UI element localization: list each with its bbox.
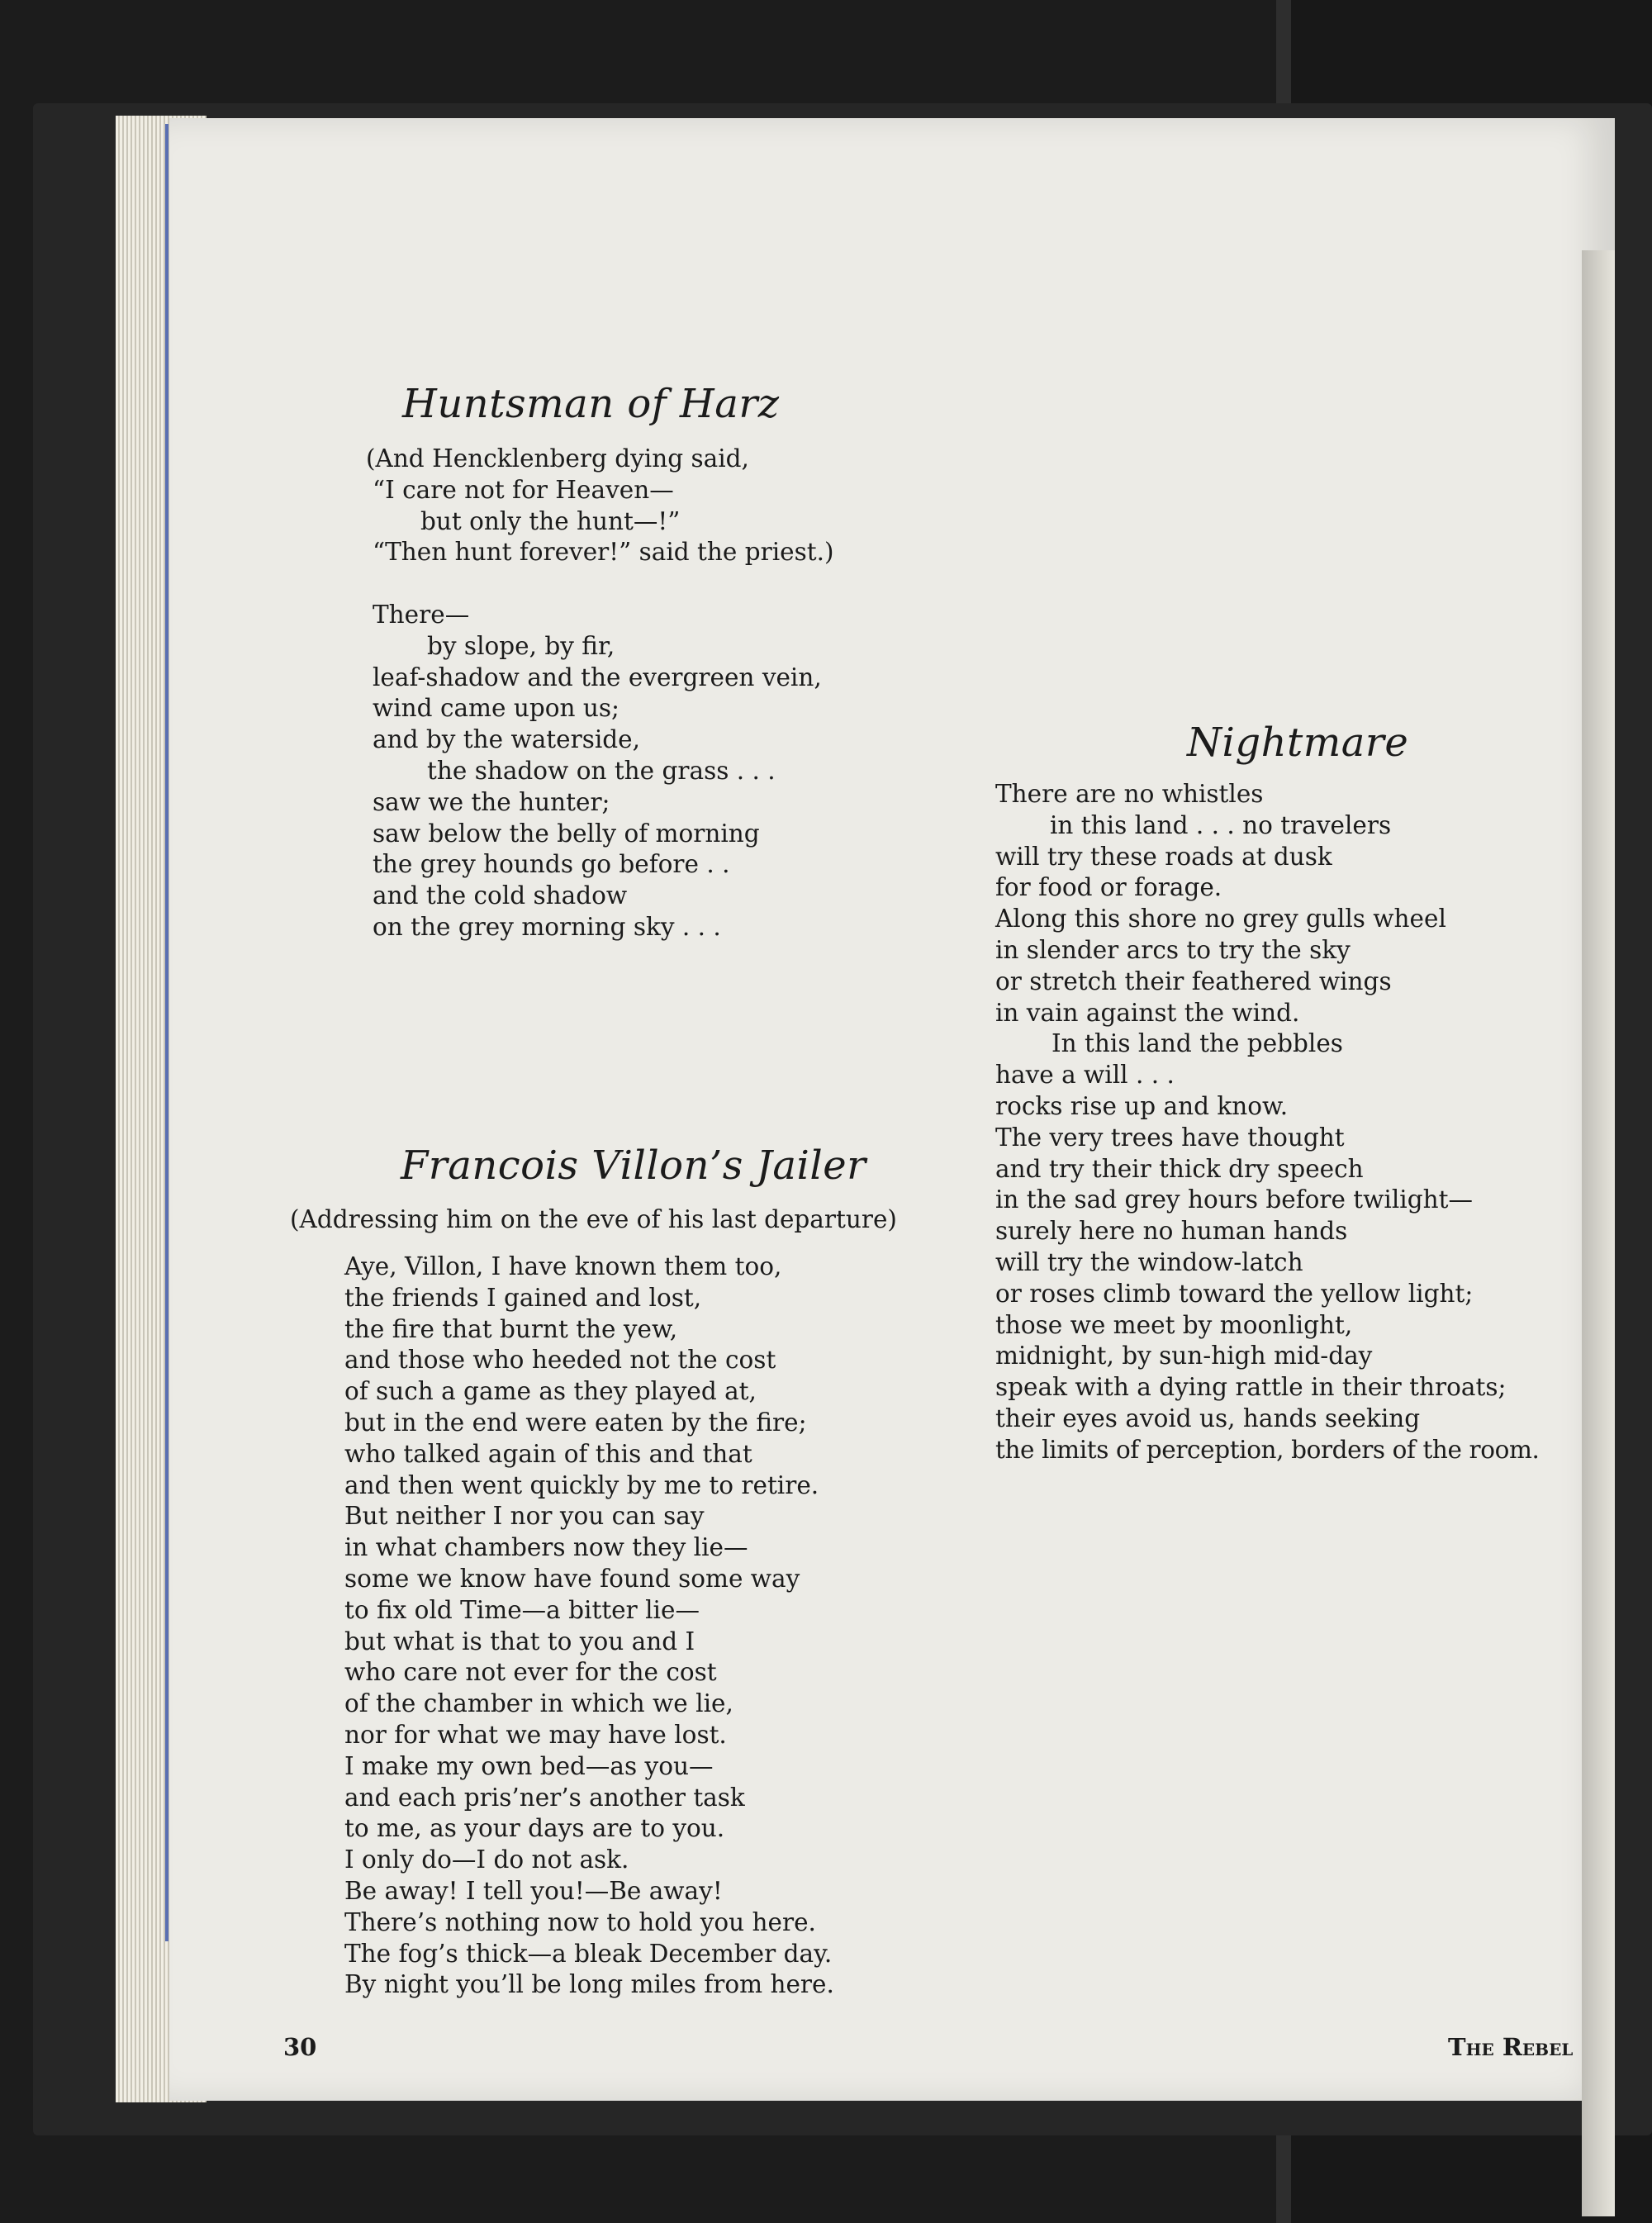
poem-line: in vain against the wind. bbox=[995, 998, 1300, 1027]
poem-line: of such a game as they played at, bbox=[344, 1377, 757, 1406]
poem-line: The fog’s thick—a bleak December day. bbox=[344, 1939, 833, 1968]
page-content bbox=[169, 118, 1615, 2101]
poem-line: and those who heeded not the cost bbox=[344, 1346, 776, 1375]
poem-line: but only the hunt—!” bbox=[420, 506, 681, 535]
poem-line: the friends I gained and lost, bbox=[344, 1283, 702, 1312]
poem-line: and try their thick dry speech bbox=[995, 1154, 1364, 1183]
poem-line: to me, as your days are to you. bbox=[344, 1814, 725, 1843]
poem-villon bbox=[344, 1252, 834, 2001]
poem-line: will try the window-latch bbox=[995, 1247, 1303, 1276]
poem-line bbox=[366, 568, 833, 600]
poem-line: those we meet by moonlight, bbox=[995, 1310, 1353, 1339]
poem-line: leaf-shadow and the evergreen vein, bbox=[373, 663, 822, 691]
poem-line: have a will . . . bbox=[995, 1061, 1175, 1090]
page-number: 30 bbox=[283, 2033, 317, 2061]
poem-subtitle-villon: (Addressing him on the eve of his last departure) bbox=[290, 1205, 897, 1233]
poem-line: the limits of perception, borders of the room. bbox=[995, 1435, 1540, 1464]
poem-line: rocks rise up and know. bbox=[995, 1091, 1289, 1120]
poem-line: will try these roads at dusk bbox=[995, 842, 1332, 871]
page-margin-line bbox=[165, 124, 169, 1941]
poem-line: but what is that to you and I bbox=[344, 1627, 695, 1655]
poem-line: Be away! I tell you!—Be away! bbox=[344, 1876, 723, 1905]
poem-line: By night you’ll be long miles from here. bbox=[344, 1970, 834, 1999]
poem-line: who care not ever for the cost bbox=[344, 1658, 717, 1687]
poem-line: in what chambers now they lie— bbox=[344, 1533, 748, 1562]
poem-line: There— bbox=[373, 600, 470, 629]
poem-line: But neither I nor you can say bbox=[344, 1502, 705, 1531]
poem-line: by slope, by fir, bbox=[427, 631, 615, 660]
poem-line: (And Hencklenberg dying said, bbox=[366, 444, 749, 473]
poem-line: There’s nothing now to hold you here. bbox=[344, 1907, 816, 1936]
poem-line: of the chamber in which we lie, bbox=[344, 1689, 733, 1718]
poem-line: the fire that burnt the yew, bbox=[344, 1314, 678, 1343]
poem-title-villon: Francois Villon’s Jailer bbox=[401, 1142, 866, 1189]
poem-line: in slender arcs to try the sky bbox=[995, 935, 1351, 964]
poem-line: wind came upon us; bbox=[373, 694, 620, 723]
poem-line: but in the end were eaten by the fire; bbox=[344, 1408, 807, 1437]
poem-line: saw we the hunter; bbox=[373, 787, 610, 816]
poem-line: I only do—I do not ask. bbox=[344, 1845, 629, 1874]
poem-line: in the sad grey hours before twilight— bbox=[995, 1185, 1473, 1214]
poem-line: the shadow on the grass . . . bbox=[427, 756, 776, 785]
poem-title-nightmare: Nightmare bbox=[1187, 720, 1409, 766]
poem-line: In this land the pebbles bbox=[1051, 1029, 1343, 1058]
poem-line: on the grey morning sky . . . bbox=[373, 912, 721, 941]
poem-line: speak with a dying rattle in their throats; bbox=[995, 1373, 1507, 1402]
poem-line: the grey hounds go before . . bbox=[373, 850, 730, 879]
poem-line: “Then hunt forever!” said the priest.) bbox=[373, 538, 834, 567]
poem-line: Aye, Villon, I have known them too, bbox=[344, 1252, 782, 1280]
poem-huntsman bbox=[366, 444, 833, 943]
poem-line: saw below the belly of morning bbox=[373, 819, 760, 848]
poem-line: and each pris’ner’s another task bbox=[344, 1783, 745, 1812]
poem-line: in this land . . . no travelers bbox=[1050, 810, 1392, 839]
poem-line: or roses climb toward the yellow light; bbox=[995, 1279, 1474, 1308]
poem-line: and then went quickly by me to retire. bbox=[344, 1470, 819, 1499]
poem-line: “I care not for Heaven— bbox=[373, 475, 674, 504]
poem-line: or stretch their feathered wings bbox=[995, 967, 1392, 995]
running-footer: The Rebel bbox=[1448, 2033, 1574, 2061]
poem-line: for food or forage. bbox=[995, 873, 1222, 902]
poem-line: their eyes avoid us, hands seeking bbox=[995, 1404, 1421, 1432]
poem-line: to fix old Time—a bitter lie— bbox=[344, 1595, 700, 1624]
poem-line: midnight, by sun-high mid-day bbox=[995, 1342, 1373, 1370]
poem-line: who talked again of this and that bbox=[344, 1439, 752, 1468]
poem-line: some we know have found some way bbox=[344, 1564, 800, 1593]
poem-line: The very trees have thought bbox=[995, 1123, 1345, 1152]
poem-title-huntsman: Huntsman of Harz bbox=[402, 381, 780, 427]
poem-line: I make my own bed—as you— bbox=[344, 1751, 714, 1780]
poem-line: There are no whistles bbox=[995, 780, 1264, 808]
poem-line: and by the waterside, bbox=[373, 725, 641, 754]
poem-line: nor for what we may have lost. bbox=[344, 1720, 727, 1749]
poem-nightmare bbox=[995, 779, 1540, 1466]
poem-line: Along this shore no grey gulls wheel bbox=[995, 905, 1446, 933]
poem-line: and the cold shadow bbox=[373, 881, 628, 910]
poem-line: surely here no human hands bbox=[995, 1217, 1348, 1246]
